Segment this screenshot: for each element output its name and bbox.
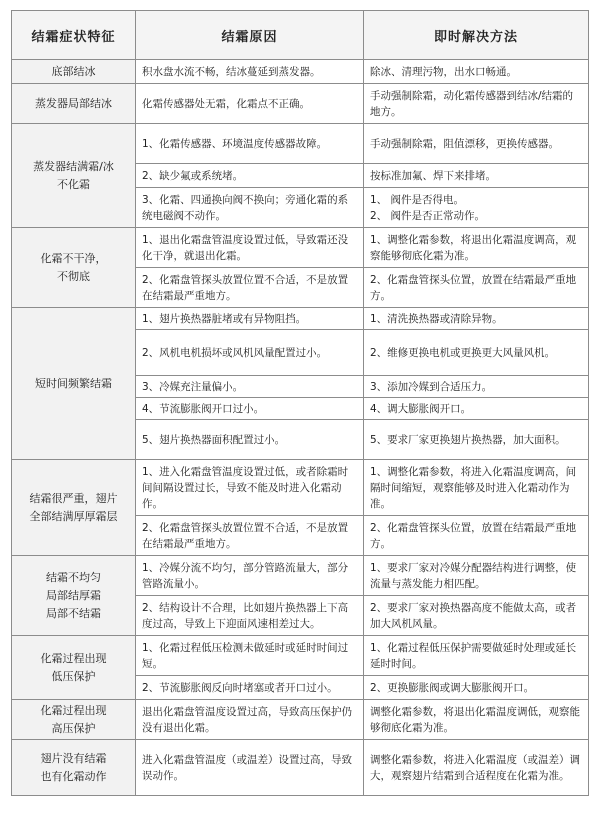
fix-cell: 4、调大膨胀阀开口。 — [364, 398, 589, 420]
cause-cell: 进入化霜盘管温度（或温差）设置过高，导致误动作。 — [136, 740, 364, 796]
fix-cell: 按标准加氟、焊下来排堵。 — [364, 164, 589, 188]
fix-cell: 3、添加冷媒到合适压力。 — [364, 376, 589, 398]
table-row — [12, 228, 589, 268]
table-header-row — [12, 11, 589, 60]
table-row — [12, 124, 589, 164]
fix-cell: 手动强制除霜，阻值漂移，更换传感器。 — [364, 124, 589, 164]
symptom-cell: 化霜过程出现 低压保护 — [12, 636, 136, 700]
fix-cell: 1、清洗换热器或清除异物。 — [364, 308, 589, 330]
cause-cell: 1、冷媒分流不均匀，部分管路流量大，部分管路流量小。 — [136, 556, 364, 596]
table-row — [12, 556, 589, 596]
cause-cell: 2、缺少氟或系统堵。 — [136, 164, 364, 188]
cause-cell: 3、冷媒充注量偏小。 — [136, 376, 364, 398]
table-body — [12, 60, 589, 796]
cause-cell: 2、节流膨胀阀反向时堵塞或者开口过小。 — [136, 676, 364, 700]
cause-cell: 4、节流膨胀阀开口过小。 — [136, 398, 364, 420]
fix-cell: 手动强制除霜，动化霜传感器到结冰/结霜的地方。 — [364, 84, 589, 124]
fix-cell: 2、化霜盘管探头位置，放置在结霜最严重地方。 — [364, 268, 589, 308]
fix-cell: 1、要求厂家对冷媒分配器结构进行调整，使流量与蒸发能力相匹配。 — [364, 556, 589, 596]
fix-cell: 5、要求厂家更换翅片换热器，加大面积。 — [364, 420, 589, 460]
cause-cell: 1、化霜过程低压检测未做延时或延时时间过短。 — [136, 636, 364, 676]
table-row — [12, 460, 589, 516]
header-symptom: 结霜症状特征 — [12, 11, 136, 60]
cause-cell: 1、退出化霜盘管温度设置过低，导致霜还没化干净，就退出化霜。 — [136, 228, 364, 268]
cause-cell: 2、风机电机损坏或风机风量配置过小。 — [136, 330, 364, 376]
header-fix: 即时解决方法 — [364, 11, 589, 60]
symptom-cell: 化霜过程出现 高压保护 — [12, 700, 136, 740]
table-row — [12, 636, 589, 676]
symptom-cell: 底部结冰 — [12, 60, 136, 84]
fix-cell: 1、调整化霜参数，将进入化霜温度调高，间隔时间缩短，观察能够及时进入化霜动作为准。 — [364, 460, 589, 516]
fix-cell: 调整化霜参数，将退出化霜温度调低，观察能够彻底化霜为准。 — [364, 700, 589, 740]
cause-cell: 1、化霜传感器、环境温度传感器故障。 — [136, 124, 364, 164]
fix-cell: 2、维修更换电机或更换更大风量风机。 — [364, 330, 589, 376]
symptom-cell: 结霜不均匀 局部结厚霜 局部不结霜 — [12, 556, 136, 636]
cause-cell: 2、结构设计不合理，比如翅片换热器上下高度过高，导致上下迎面风速相差过大。 — [136, 596, 364, 636]
table-row — [12, 84, 589, 124]
cause-cell: 2、化霜盘管探头放置位置不合适，不是放置在结霜最严重地方。 — [136, 516, 364, 556]
symptom-cell: 短时间频繁结霜 — [12, 308, 136, 460]
cause-cell: 积水盘水流不畅，结冰蔓延到蒸发器。 — [136, 60, 364, 84]
symptom-cell: 化霜不干净， 不彻底 — [12, 228, 136, 308]
cause-cell: 2、化霜盘管探头放置位置不合适，不是放置在结霜最严重地方。 — [136, 268, 364, 308]
table-row — [12, 308, 589, 330]
fix-cell: 2、化霜盘管探头位置，放置在结霜最严重地方。 — [364, 516, 589, 556]
symptom-cell: 蒸发器局部结冰 — [12, 84, 136, 124]
fix-cell: 2、要求厂家对换热器高度不能做太高，或者加大风机风量。 — [364, 596, 589, 636]
fix-cell: 1、化霜过程低压保护需要做延时处理或延长延时时间。 — [364, 636, 589, 676]
symptom-cell: 翅片没有结霜 也有化霜动作 — [12, 740, 136, 796]
symptom-cell: 蒸发器结满霜/冰 不化霜 — [12, 124, 136, 228]
fix-cell: 1、调整化霜参数，将退出化霜温度调高，观察能够彻底化霜为准。 — [364, 228, 589, 268]
table-row — [12, 700, 589, 740]
cause-cell: 1、进入化霜盘管温度设置过低，或者除霜时间间隔设置过长，导致不能及时进入化霜动作。 — [136, 460, 364, 516]
cause-cell: 5、翅片换热器面积配置过小。 — [136, 420, 364, 460]
fix-cell: 除冰、清理污物，出水口畅通。 — [364, 60, 589, 84]
symptom-cell: 结霜很严重，翅片 全部结满厚厚霜层 — [12, 460, 136, 556]
cause-cell: 3、化霜、四通换向阀不换向；旁通化霜的系统电磁阀不动作。 — [136, 188, 364, 228]
cause-cell: 化霜传感器处无霜，化霜点不正确。 — [136, 84, 364, 124]
defrost-troubleshooting-table — [11, 10, 589, 796]
table-row — [12, 60, 589, 84]
fix-cell: 调整化霜参数，将进入化霜温度（或温差）调大，观察翅片结霜到合适程度在化霜为准。 — [364, 740, 589, 796]
fix-cell: 1、 阀件是否得电。 2、 阀件是否正常动作。 — [364, 188, 589, 228]
fix-cell: 2、更换膨胀阀或调大膨胀阀开口。 — [364, 676, 589, 700]
header-cause: 结霜原因 — [136, 11, 364, 60]
cause-cell: 退出化霜盘管温度设置过高，导致高压保护仍没有退出化霜。 — [136, 700, 364, 740]
cause-cell: 1、翅片换热器脏堵或有异物阻挡。 — [136, 308, 364, 330]
table-row — [12, 740, 589, 796]
